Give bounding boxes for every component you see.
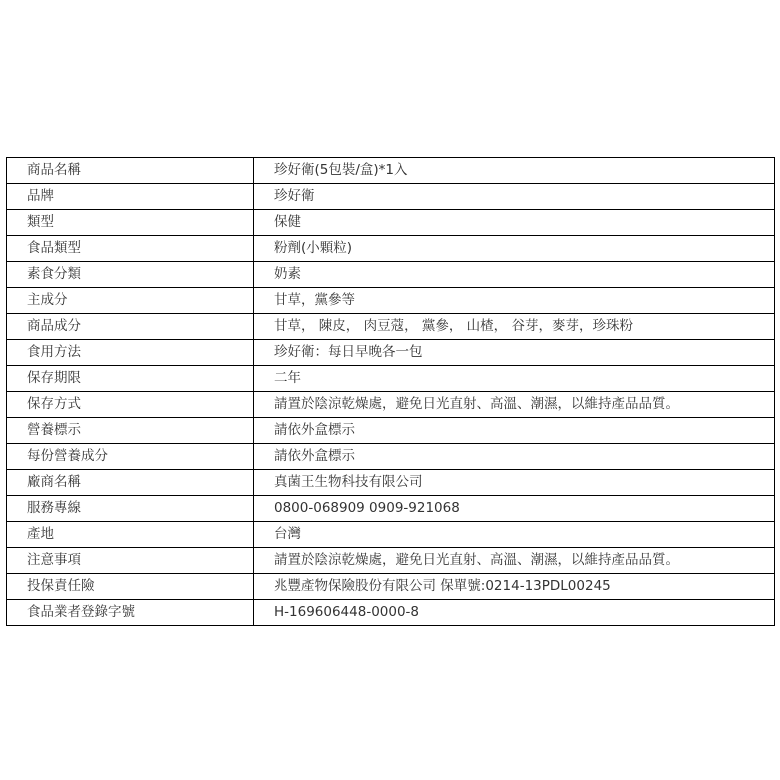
row-value: 真菌王生物科技有限公司: [254, 470, 775, 496]
table-row: [7, 184, 775, 210]
row-label: 素食分類: [7, 262, 254, 288]
row-value: 珍好衛：每日早晚各一包: [254, 340, 775, 366]
row-value: 粉劑(小顆粒): [254, 236, 775, 262]
row-label: 保存方式: [7, 392, 254, 418]
row-label: 注意事項: [7, 548, 254, 574]
table-row: [7, 210, 775, 236]
table-row: [7, 418, 775, 444]
row-value: 珍好衛: [254, 184, 775, 210]
table-row: [7, 158, 775, 184]
table-row: [7, 392, 775, 418]
row-value: 請置於陰涼乾燥處，避免日光直射、高溫、潮濕，以維持產品品質。: [254, 548, 775, 574]
row-label: 營養標示: [7, 418, 254, 444]
row-label: 食用方法: [7, 340, 254, 366]
row-value: 請置於陰涼乾燥處，避免日光直射、高溫、潮濕，以維持產品品質。: [254, 392, 775, 418]
table-row: [7, 548, 775, 574]
row-value: 兆豐產物保險股份有限公司 保單號:0214-13PDL00245: [254, 574, 775, 600]
table-row: [7, 262, 775, 288]
table-row: [7, 288, 775, 314]
table-row: [7, 574, 775, 600]
product-spec-table: [6, 157, 775, 626]
row-value: 甘草， 陳皮， 肉豆蔻， 黨參， 山楂， 谷芽，麥芽，珍珠粉: [254, 314, 775, 340]
row-label: 商品名稱: [7, 158, 254, 184]
row-value: 請依外盒標示: [254, 418, 775, 444]
table-row: [7, 366, 775, 392]
row-label: 食品業者登錄字號: [7, 600, 254, 626]
table-row: [7, 522, 775, 548]
row-label: 商品成分: [7, 314, 254, 340]
row-label: 食品類型: [7, 236, 254, 262]
row-value: 奶素: [254, 262, 775, 288]
row-label: 每份營養成分: [7, 444, 254, 470]
table-row: [7, 496, 775, 522]
row-label: 類型: [7, 210, 254, 236]
table-row: [7, 314, 775, 340]
table-row: [7, 470, 775, 496]
row-label: 保存期限: [7, 366, 254, 392]
table-row: [7, 600, 775, 626]
row-value: 台灣: [254, 522, 775, 548]
table-row: [7, 340, 775, 366]
row-label: 廠商名稱: [7, 470, 254, 496]
row-label: 產地: [7, 522, 254, 548]
row-label: 品牌: [7, 184, 254, 210]
row-value: 請依外盒標示: [254, 444, 775, 470]
row-label: 主成分: [7, 288, 254, 314]
row-value: 二年: [254, 366, 775, 392]
row-value: 甘草，黨參等: [254, 288, 775, 314]
row-label: 服務專線: [7, 496, 254, 522]
table-row: [7, 444, 775, 470]
table-row: [7, 236, 775, 262]
row-value: 珍好衛(5包裝/盒)*1入: [254, 158, 775, 184]
row-value: 0800-068909 0909-921068: [254, 496, 775, 522]
row-label: 投保責任險: [7, 574, 254, 600]
row-value: 保健: [254, 210, 775, 236]
row-value: H-169606448-0000-8: [254, 600, 775, 626]
